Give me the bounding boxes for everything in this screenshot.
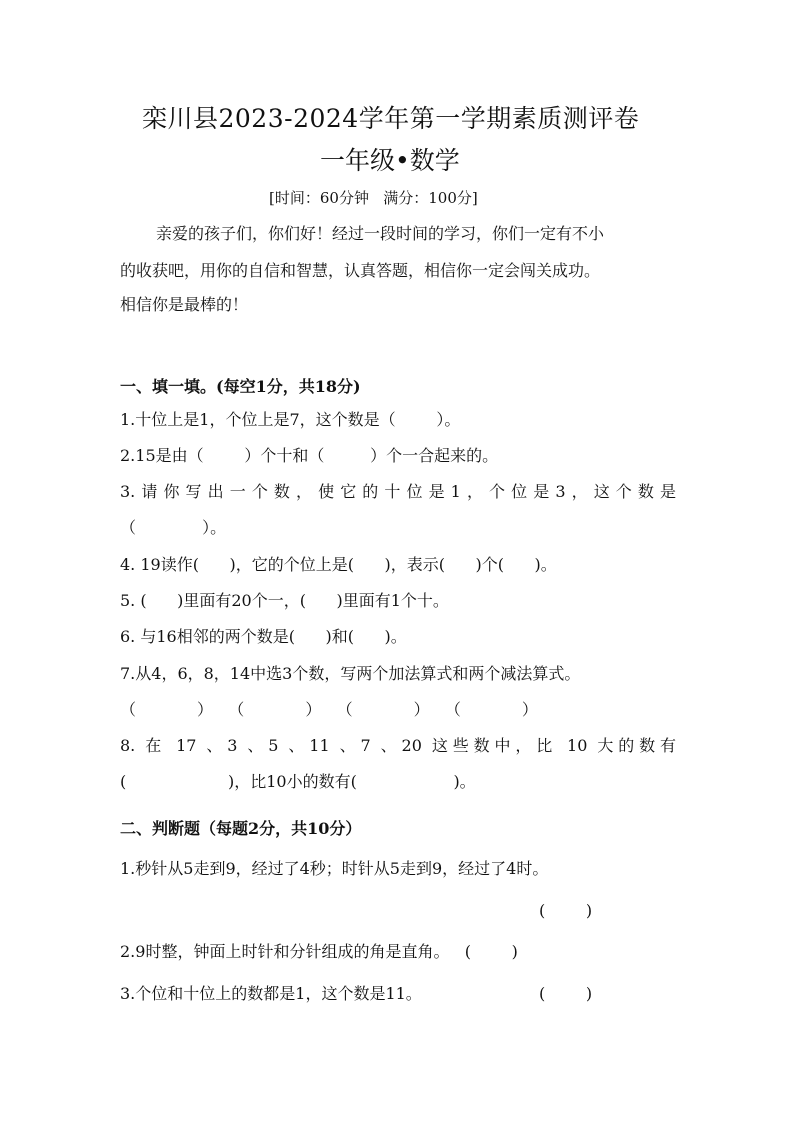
question-1-7-line-2: （ ） （ ） （ ） （ ）: [120, 700, 538, 719]
question-2-1-answer: ( ): [539, 901, 593, 920]
question-1-8-line-2: ( )，比10小的数有( )。: [120, 772, 476, 791]
question-1-3-line-2: （ ）。: [120, 518, 227, 537]
section-2-heading: 二、判断题（每题2分，共10分）: [120, 819, 362, 838]
question-1-8-line-1: 8. 在 17 、3 、5 、11 、7 、20 这些数中，比 10 大的数有: [120, 736, 676, 755]
intro-line-2: 的收获吧，用你的自信和智慧，认真答题，相信你一定会闯关成功。: [120, 261, 601, 280]
question-1-5: 5. ( )里面有20个一，( )里面有1个十。: [120, 591, 449, 610]
question-1-6: 6. 与16相邻的两个数是( )和( )。: [120, 627, 407, 646]
question-2-3: 3.个位和十位上的数都是1，这个数是11。: [120, 984, 422, 1003]
exam-title: 栾川县2023-2024学年第一学期素质测评卷: [142, 104, 640, 133]
section-1-heading: 一、填一填。(每空1分，共18分): [120, 377, 361, 396]
question-2-1: 1.秒针从5走到9，经过了4秒；时针从5走到9，经过了4时。: [120, 859, 549, 878]
question-2-2: 2.9时整，钟面上时针和分针组成的角是直角。 ( ): [120, 942, 518, 961]
exam-subtitle: 一年级•数学: [320, 146, 460, 175]
intro-line-3: 相信你是最棒的！: [120, 295, 249, 314]
question-1-3-line-1: 3.请你写出一个数，使它的十位是1，个位是3，这个数是: [120, 482, 676, 501]
intro-line-1: 亲爱的孩子们，你们好！经过一段时间的学习，你们一定有不小: [156, 224, 605, 243]
question-2-3-answer: ( ): [539, 984, 593, 1003]
exam-meta: [时间：60分钟 满分：100分]: [269, 189, 478, 207]
question-1-4: 4. 19读作( )，它的个位上是( )，表示( )个( )。: [120, 555, 557, 574]
question-1-1: 1.十位上是1，个位上是7，这个数是（ ）。: [120, 410, 461, 429]
question-1-7-line-1: 7.从4，6，8，14中选3个数，写两个加法算式和两个减法算式。: [120, 664, 581, 683]
question-1-2: 2.15是由（ ）个十和（ ）个一合起来的。: [120, 446, 499, 465]
